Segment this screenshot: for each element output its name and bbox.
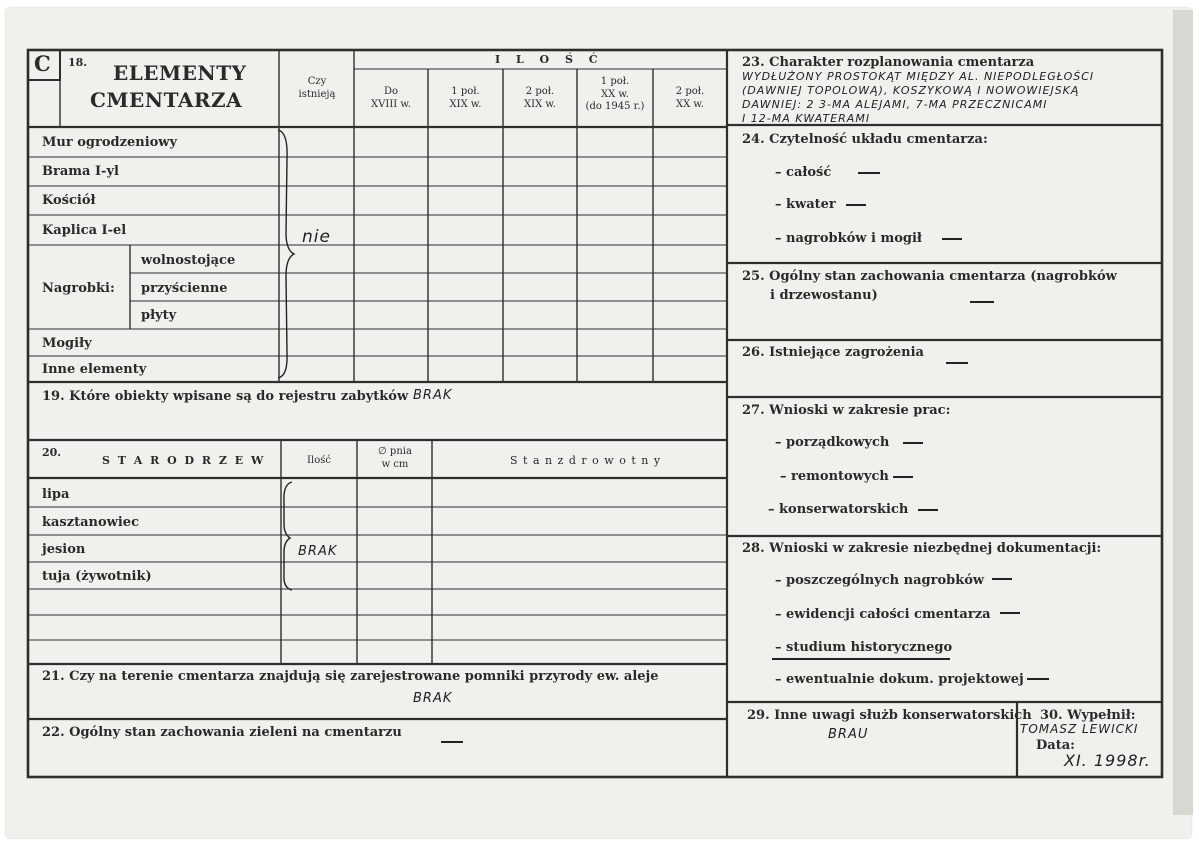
s30-name-handwritten: TOMASZ LEWICKI bbox=[1020, 722, 1139, 736]
row-label-wallmounted: przyścienne bbox=[141, 281, 228, 296]
period-header-2: 1 poł. XIX w. bbox=[449, 86, 482, 110]
s21-label: 21. Czy na terenie cmentarza znajdują się zarejestrowane pomniki przyrody ew. aleje bbox=[42, 669, 659, 684]
s28-underline-mark bbox=[772, 658, 950, 660]
s30-date-label: Data: bbox=[1036, 738, 1075, 753]
row-label-other: Inne elementy bbox=[42, 362, 147, 377]
row-label-church: Kościół bbox=[42, 193, 96, 208]
s24-dash-1 bbox=[858, 172, 880, 174]
s22-dash-mark bbox=[441, 741, 463, 743]
s27-item-conservation: – konserwatorskich bbox=[768, 502, 909, 517]
s24-item-tombs: – nagrobków i mogił bbox=[775, 231, 922, 246]
s20-trunk-header: ∅ pnia w cm bbox=[378, 446, 412, 470]
row-label-freestanding: wolnostojące bbox=[141, 253, 236, 268]
s30-date-handwritten: XI. 1998r. bbox=[1064, 751, 1151, 770]
s24-label: 24. Czytelność układu cmentarza: bbox=[742, 132, 988, 147]
s20-answer-handwritten: BRAK bbox=[298, 544, 338, 559]
s29-answer-handwritten: BRAU bbox=[828, 727, 869, 742]
s24-dash-3 bbox=[942, 238, 962, 240]
row-label-wall: Mur ogrodzeniowy bbox=[42, 135, 178, 150]
s27-label: 27. Wnioski w zakresie prac: bbox=[742, 403, 951, 418]
period-header-4: 1 poł. XX w. (do 1945 r.) bbox=[585, 76, 645, 112]
s23-hw-line2: (DAWNIEJ TOPOLOWĄ), KOSZYKOWĄ I NOWOWIEJSKĄ bbox=[742, 84, 1080, 97]
row-label-gate: Brama I-yl bbox=[42, 164, 119, 179]
s27-dash-3 bbox=[918, 509, 938, 511]
card-edge bbox=[1173, 10, 1193, 815]
s20-number: 20. bbox=[42, 446, 62, 459]
s25-dash bbox=[970, 301, 994, 303]
s28-item-project: – ewentualnie dokum. projektowej bbox=[775, 672, 1024, 687]
period-header-3: 2 poł. XIX w. bbox=[524, 86, 556, 110]
tree-lipa: lipa bbox=[42, 487, 70, 502]
s24-item-quarters: – kwater bbox=[775, 197, 836, 212]
s28-item-records: – ewidencji całości cmentarza bbox=[775, 607, 991, 622]
s19-answer-handwritten: BRAK bbox=[413, 388, 453, 403]
s20-quantity-header: Ilość bbox=[307, 455, 331, 466]
s22-label: 22. Ogólny stan zachowania zieleni na cmentarzu bbox=[42, 725, 402, 740]
s26-dash bbox=[946, 362, 968, 364]
s26-label: 26. Istniejące zagrożenia bbox=[742, 345, 924, 360]
s18-col-exists-header: Czy istnieją bbox=[298, 76, 336, 100]
period-header-1: Do XVIII w. bbox=[371, 86, 411, 110]
s18-quantity-header: I L O Ś Ć bbox=[495, 53, 604, 66]
s21-answer-handwritten: BRAK bbox=[413, 691, 453, 706]
row-label-graves: Mogiły bbox=[42, 336, 92, 351]
s28-dash-2 bbox=[1000, 612, 1020, 614]
s28-label: 28. Wnioski w zakresie niezbędnej dokumentacji: bbox=[742, 541, 1102, 556]
row-label-tombs: Nagrobki: bbox=[42, 281, 115, 296]
period-header-5: 2 poł. XX w. bbox=[675, 86, 705, 110]
s18-title-line1: ELEMENTY bbox=[113, 61, 247, 85]
s27-dash-1 bbox=[903, 442, 923, 444]
s24-item-whole: – całość bbox=[775, 165, 832, 180]
s20-health-header: S t a n z d r o w o t n y bbox=[510, 454, 662, 467]
s24-dash-2 bbox=[846, 204, 866, 206]
s28-item-tombs: – poszczególnych nagrobków bbox=[775, 573, 985, 588]
s23-hw-line1: WYDŁUŻONY PROSTOKĄT MIĘDZY AL. NIEPODLEGŁOŚCI bbox=[742, 70, 1095, 83]
s25-label-line1: 25. Ogólny stan zachowania cmentarza (nagrobków bbox=[742, 269, 1117, 284]
s28-dash-4 bbox=[1027, 678, 1049, 680]
s20-brace-mark bbox=[280, 480, 300, 592]
s18-title-line2: CMENTARZA bbox=[90, 88, 243, 112]
s23-hw-line4: I 12-MA KWATERAMI bbox=[742, 112, 871, 125]
s18-brace-mark bbox=[274, 128, 298, 380]
tree-tuja: tuja (żywotnik) bbox=[42, 569, 152, 584]
s27-item-repair: – remontowych bbox=[780, 469, 889, 484]
s18-number: 18. bbox=[68, 56, 88, 69]
section-letter: C bbox=[34, 51, 52, 76]
tree-jesion: jesion bbox=[42, 542, 86, 557]
s20-title: S T A R O D R Z E W bbox=[102, 454, 266, 467]
s23-hw-line3: DAWNIEJ: 2 3-MA ALEJAMI, 7-MA PRZECZNICAMI bbox=[742, 98, 1048, 111]
s29-label: 29. Inne uwagi służb konserwatorskich bbox=[747, 708, 1032, 723]
s25-label-line2: i drzewostanu) bbox=[770, 288, 878, 303]
s28-item-study: – studium historycznego bbox=[775, 640, 953, 655]
s30-label: 30. Wypełnił: bbox=[1040, 708, 1136, 723]
row-label-slabs: płyty bbox=[141, 308, 177, 323]
s23-label: 23. Charakter rozplanowania cmentarza bbox=[742, 55, 1035, 70]
s28-dash-1 bbox=[992, 578, 1012, 580]
s27-dash-2 bbox=[893, 476, 913, 478]
s19-label: 19. Które obiekty wpisane są do rejestru zabytków bbox=[42, 389, 409, 404]
tree-kasztanowiec: kasztanowiec bbox=[42, 515, 139, 530]
row-label-chapel: Kaplica I-el bbox=[42, 223, 127, 238]
s18-answer-handwritten: nie bbox=[302, 227, 331, 247]
s27-item-cleaning: – porządkowych bbox=[775, 435, 890, 450]
